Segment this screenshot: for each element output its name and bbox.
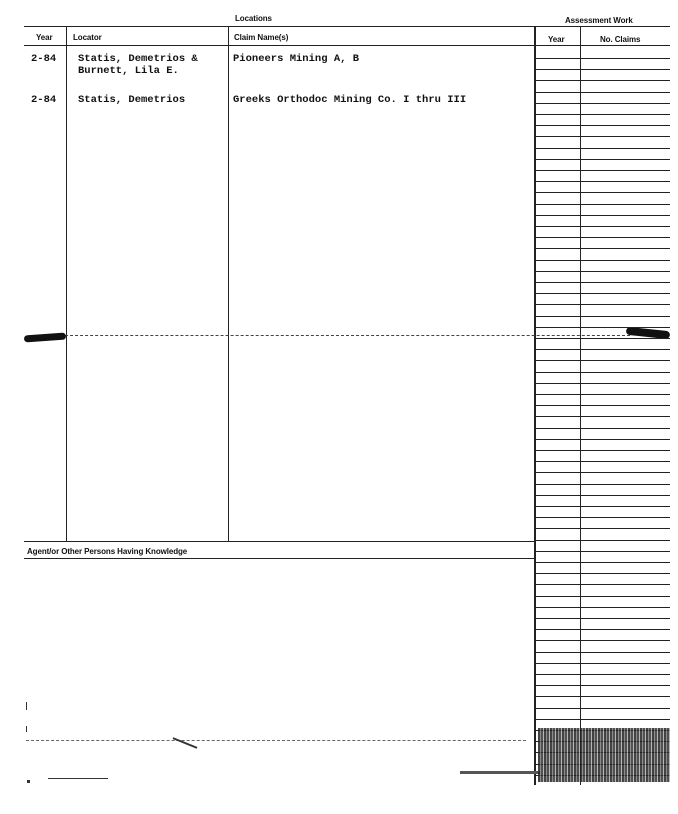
aw-row-line — [534, 618, 670, 619]
aw-row-line — [534, 260, 670, 261]
top-rule — [24, 26, 670, 27]
aw-row-line — [534, 304, 670, 305]
aw-row-line — [534, 562, 670, 563]
col-header-no-claims: No. Claims — [600, 35, 641, 44]
entry-2-claims: Greeks Orthodoc Mining Co. I thru III — [233, 94, 467, 106]
aw-row-line — [534, 517, 670, 518]
aw-row-line — [534, 136, 670, 137]
aw-row-line — [534, 327, 670, 328]
entry-1-locator-line1: Statis, Demetrios & — [78, 53, 198, 65]
aw-row-line — [534, 125, 670, 126]
entry-1-locator-line2: Burnett, Lila E. — [78, 65, 179, 77]
fold-line — [60, 335, 630, 336]
agent-section-label: Agent/or Other Persons Having Knowledge — [27, 547, 188, 556]
col-header-locator: Locator — [73, 33, 102, 42]
aw-row-line — [534, 506, 670, 507]
aw-row-line — [534, 663, 670, 664]
aw-row-line — [534, 192, 670, 193]
aw-row-line — [534, 316, 670, 317]
header-underline — [24, 45, 534, 46]
aw-row-line — [534, 372, 670, 373]
aw-row-line — [534, 69, 670, 70]
aw-row-line — [534, 80, 670, 81]
aw-row-line — [534, 159, 670, 160]
aw-row-line — [534, 360, 670, 361]
aw-row-line — [534, 674, 670, 675]
aw-row-line — [534, 103, 670, 104]
entry-1-year: 2-84 — [31, 53, 57, 65]
aw-row-line — [534, 607, 670, 608]
col-header-aw-year: Year — [548, 35, 565, 44]
col-header-claim-names: Claim Name(s) — [234, 33, 289, 42]
aw-row-line — [534, 394, 670, 395]
aw-row-line — [534, 181, 670, 182]
aw-row-line — [534, 528, 670, 529]
aw-row-line — [534, 540, 670, 541]
aw-row-line — [534, 629, 670, 630]
aw-row-line — [534, 226, 670, 227]
scan-mark-3 — [460, 771, 540, 774]
aw-row-line — [534, 640, 670, 641]
aw-row-line — [534, 719, 670, 720]
aw-row-line — [534, 215, 670, 216]
aw-row-line — [534, 584, 670, 585]
agent-label-underline — [24, 558, 534, 559]
aw-row-line — [534, 204, 670, 205]
divider-year-locator — [66, 27, 67, 541]
aw-row-line — [534, 405, 670, 406]
aw-row-line — [534, 428, 670, 429]
entry-2-year: 2-84 — [31, 94, 57, 106]
entry-1-claims: Pioneers Mining A, B — [233, 53, 360, 65]
aw-row-line — [534, 551, 670, 552]
aw-row-line — [534, 170, 670, 171]
aw-row-line — [534, 416, 670, 417]
aw-row-line — [534, 148, 670, 149]
aw-row-line — [534, 472, 670, 473]
aw-row-line — [534, 383, 670, 384]
scan-mark-4 — [26, 702, 27, 710]
table-bottom-rule — [24, 541, 534, 542]
scan-mark-2 — [48, 778, 108, 779]
aw-row-line — [534, 484, 670, 485]
aw-row-line — [534, 596, 670, 597]
aw-row-line — [534, 439, 670, 440]
aw-row-line — [534, 450, 670, 451]
aw-row-line — [534, 271, 670, 272]
left-blot — [24, 333, 66, 343]
divider-locator-claims — [228, 27, 229, 541]
aw-row-line — [534, 349, 670, 350]
bottom-dash-1 — [26, 740, 526, 741]
aw-row-line — [534, 696, 670, 697]
aw-row-line — [534, 461, 670, 462]
aw-row-line — [534, 293, 670, 294]
aw-row-line — [534, 92, 670, 93]
aw-row-line — [534, 248, 670, 249]
aw-row-line — [534, 495, 670, 496]
bottom-right-smear — [538, 728, 670, 782]
scan-mark-5 — [26, 726, 27, 732]
aw-row-line — [534, 652, 670, 653]
aw-row-line — [534, 282, 670, 283]
col-header-year: Year — [36, 33, 53, 42]
divider-aw-year-claims — [580, 27, 581, 785]
divider-claims-aw — [534, 27, 536, 785]
aw-row-line — [534, 338, 670, 339]
aw-row-line — [534, 573, 670, 574]
assessment-work-heading: Assessment Work — [565, 16, 633, 25]
aw-row-line — [534, 58, 670, 59]
locations-heading: Locations — [235, 14, 272, 23]
scan-mark-1 — [173, 737, 198, 749]
aw-header-rule — [534, 45, 670, 46]
scan-mark-6 — [27, 780, 30, 783]
aw-row-line — [534, 114, 670, 115]
aw-row-line — [534, 708, 670, 709]
entry-2-locator-line1: Statis, Demetrios — [78, 94, 186, 106]
aw-row-line — [534, 685, 670, 686]
aw-row-line — [534, 237, 670, 238]
